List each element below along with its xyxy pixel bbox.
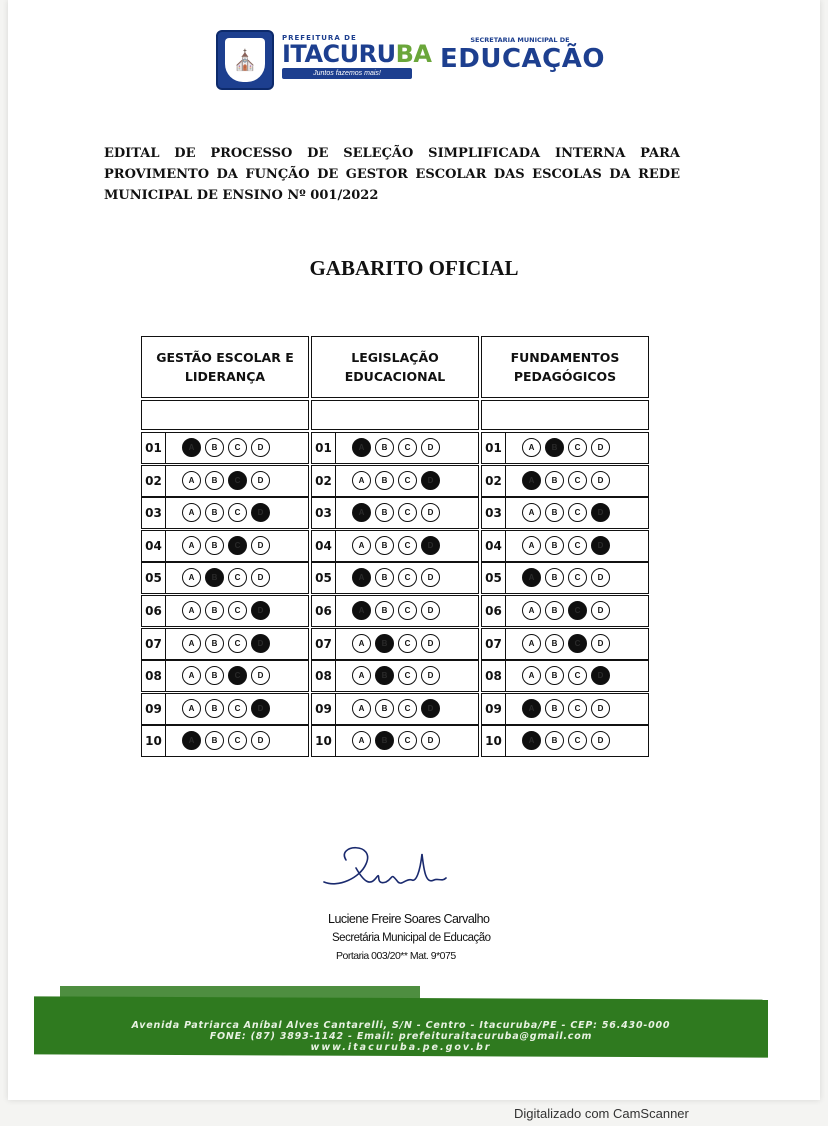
question-number: 06 [142,596,166,626]
bubble-empty: A [352,731,371,750]
blank-row [481,400,649,430]
bubble-empty: B [205,666,224,685]
bubble-filled: D [421,699,440,718]
bubble-filled: B [205,568,224,587]
bubble-empty: C [398,568,417,587]
scanner-watermark: Digitalizado com CamScanner [514,1106,689,1121]
answer-bubbles [352,438,440,460]
bubble-empty: B [545,666,564,685]
bubble-empty: B [545,568,564,587]
bubble-filled: D [591,666,610,685]
bubble-filled: A [522,568,541,587]
bubble-empty: D [251,471,270,490]
bubble-filled: A [522,471,541,490]
answer-bubbles [352,666,440,688]
bubble-filled: D [251,503,270,522]
bubble-empty: D [421,503,440,522]
question-number: 06 [482,596,506,626]
bubble-filled: D [251,634,270,653]
bubble-empty: A [352,666,371,685]
bubble-empty: D [251,536,270,555]
bubble-empty: A [522,503,541,522]
answer-row [311,530,479,562]
question-number: 05 [312,563,336,593]
bubble-empty: B [205,503,224,522]
bubble-empty: B [375,601,394,620]
section-header: LEGISLAÇÃO EDUCACIONAL [311,336,479,398]
section-header: GESTÃO ESCOLAR E LIDERANÇA [141,336,309,398]
footer-website: www.itacuruba.pe.gov.br [310,1042,492,1053]
bubble-empty: A [182,634,201,653]
answer-bubbles [352,536,440,558]
answer-bubbles [182,601,270,623]
bubble-empty: B [205,634,224,653]
answer-row [481,432,649,464]
question-number: 04 [312,531,336,561]
bubble-empty: B [205,438,224,457]
question-number: 01 [142,433,166,463]
bubble-filled: A [182,731,201,750]
bubble-empty: C [398,471,417,490]
section-column [481,336,651,760]
answer-row [141,725,309,757]
answer-row [311,725,479,757]
city-name-part2: BA [395,40,432,68]
question-number: 09 [482,694,506,724]
bubble-empty: B [545,634,564,653]
question-number: 03 [312,498,336,528]
answer-row [311,432,479,464]
bubble-filled: A [352,438,371,457]
bubble-empty: C [228,568,247,587]
bubble-empty: D [251,438,270,457]
answer-bubbles [352,601,440,623]
answer-row [141,562,309,594]
answer-bubbles [522,634,610,656]
bubble-empty: A [522,666,541,685]
question-number: 10 [482,726,506,756]
answer-bubbles [182,568,270,590]
answer-row [481,628,649,660]
bubble-empty: B [375,503,394,522]
bubble-filled: C [568,634,587,653]
answer-bubbles [352,634,440,656]
answer-row [141,530,309,562]
question-number: 10 [312,726,336,756]
answer-row [141,693,309,725]
bubble-empty: C [228,438,247,457]
bubble-empty: D [591,601,610,620]
answer-row [311,562,479,594]
bubble-empty: C [228,634,247,653]
bubble-filled: B [375,666,394,685]
bubble-empty: C [398,536,417,555]
bubble-empty: C [398,438,417,457]
answer-row [311,660,479,692]
answer-row [141,660,309,692]
bubble-empty: A [522,536,541,555]
bubble-empty: B [545,699,564,718]
bubble-empty: A [522,634,541,653]
bubble-filled: D [251,699,270,718]
bubble-empty: A [182,666,201,685]
answer-bubbles [522,699,610,721]
answer-bubbles [352,731,440,753]
answer-bubbles [182,536,270,558]
bubble-filled: B [375,731,394,750]
answer-row [481,660,649,692]
secretaria-label: SECRETARIA MUNICIPAL DE [470,36,570,44]
bubble-empty: C [228,699,247,718]
question-number: 10 [142,726,166,756]
question-number: 02 [142,466,166,496]
bubble-filled: C [568,601,587,620]
answer-bubbles [182,438,270,460]
bubble-empty: B [375,568,394,587]
bubble-empty: A [182,503,201,522]
bubble-empty: B [545,503,564,522]
signatory-portaria: Portaria 003/20** Mat. 9*075 [336,950,456,962]
answer-bubbles [522,503,610,525]
question-number: 07 [482,629,506,659]
city-name [282,40,432,68]
answer-bubbles [522,666,610,688]
bubble-empty: A [522,438,541,457]
bubble-empty: D [251,666,270,685]
bubble-empty: D [591,634,610,653]
bubble-empty: B [205,471,224,490]
secretaria-logo [440,36,605,86]
bubble-empty: A [352,634,371,653]
answer-bubbles [522,471,610,493]
bubble-empty: B [375,471,394,490]
bubble-empty: D [591,699,610,718]
bubble-empty: B [545,471,564,490]
question-number: 07 [142,629,166,659]
bubble-filled: A [182,438,201,457]
bubble-empty: D [591,438,610,457]
bubble-empty: C [568,471,587,490]
signatory-name: Luciene Freire Soares Carvalho [328,912,490,926]
question-number: 08 [482,661,506,691]
bubble-empty: B [205,699,224,718]
question-number: 04 [482,531,506,561]
question-number: 05 [482,563,506,593]
section-column [311,336,481,760]
bubble-filled: C [228,471,247,490]
bubble-empty: C [568,503,587,522]
bubble-empty: C [228,503,247,522]
answer-bubbles [182,666,270,688]
answer-bubbles [352,699,440,721]
answer-row [141,432,309,464]
bubble-empty: D [421,568,440,587]
bubble-empty: B [205,731,224,750]
bubble-empty: A [182,699,201,718]
answer-bubbles [182,731,270,753]
bubble-empty: C [398,731,417,750]
bubble-filled: A [352,568,371,587]
bubble-filled: D [591,503,610,522]
bubble-empty: A [182,601,201,620]
answer-bubbles [352,568,440,590]
bubble-empty: C [568,731,587,750]
bubble-empty: A [352,536,371,555]
answer-bubbles [522,568,610,590]
bubble-empty: C [398,634,417,653]
bubble-empty: D [591,568,610,587]
answer-key-table [141,336,651,760]
bubble-empty: B [375,699,394,718]
answer-row [311,595,479,627]
bubble-empty: B [545,536,564,555]
question-number: 01 [482,433,506,463]
bubble-empty: C [568,666,587,685]
bubble-empty: B [375,536,394,555]
answer-row [481,693,649,725]
answer-bubbles [182,634,270,656]
city-name-part1: ITACURU [282,40,396,68]
bubble-empty: C [228,601,247,620]
bubble-empty: C [398,503,417,522]
answer-bubbles [352,471,440,493]
bubble-filled: A [522,731,541,750]
bubble-filled: A [352,503,371,522]
bubble-empty: A [352,699,371,718]
question-number: 09 [142,694,166,724]
footer-address: Avenida Patriarca Aníbal Alves Cantarelli, S/N - Centro - Itacuruba/PE - CEP: 56.430-000 [131,1020,671,1031]
bubble-filled: C [228,666,247,685]
bubble-empty: B [545,731,564,750]
answer-row [311,465,479,497]
prefeitura-label: PREFEITURA DE [282,34,357,42]
bubble-empty: A [352,471,371,490]
signature-icon [316,842,456,904]
answer-row [311,497,479,529]
bubble-empty: D [421,438,440,457]
question-number: 02 [482,466,506,496]
question-number: 09 [312,694,336,724]
bubble-filled: A [352,601,371,620]
answer-row [481,497,649,529]
bubble-filled: A [522,699,541,718]
bubble-empty: B [375,438,394,457]
footer-contact: FONE: (87) 3893-1142 - Email: prefeituraitacuruba@gmail.com [209,1031,593,1042]
header-logos [216,28,616,92]
signatory-role: Secretária Municipal de Educação [332,932,491,944]
bubble-empty: A [522,601,541,620]
question-number: 03 [142,498,166,528]
question-number: 03 [482,498,506,528]
question-number: 01 [312,433,336,463]
bubble-empty: C [398,666,417,685]
question-number: 05 [142,563,166,593]
answer-bubbles [522,438,610,460]
bubble-empty: A [182,568,201,587]
city-logo [282,34,432,90]
blank-row [311,400,479,430]
answer-bubbles [182,503,270,525]
answer-row [481,725,649,757]
bubble-empty: C [398,601,417,620]
bubble-empty: C [568,568,587,587]
bubble-empty: D [251,731,270,750]
section-header: FUNDAMENTOS PEDAGÓGICOS [481,336,649,398]
bubble-filled: B [375,634,394,653]
edital-heading: EDITAL DE PROCESSO DE SELEÇÃO SIMPLIFICADA INTERNA PARA PROVIMENTO DA FUNÇÃO DE GESTOR ESCOLAR DAS ESCOLAS DA REDE MUNICIPAL DE ENSINO Nº 001/2022 [104,146,680,203]
bubble-empty: D [421,634,440,653]
question-number: 07 [312,629,336,659]
bubble-empty: D [591,471,610,490]
bubble-filled: D [421,471,440,490]
answer-row [481,595,649,627]
blank-row [141,400,309,430]
answer-bubbles [352,503,440,525]
question-number: 08 [142,661,166,691]
page-title: GABARITO OFICIAL [309,256,519,280]
bubble-empty: D [591,731,610,750]
bubble-filled: C [228,536,247,555]
answer-row [141,595,309,627]
bubble-empty: B [545,601,564,620]
question-number: 08 [312,661,336,691]
bubble-empty: D [421,731,440,750]
question-number: 04 [142,531,166,561]
answer-bubbles [522,601,610,623]
bubble-empty: D [251,568,270,587]
answer-row [311,628,479,660]
question-number: 06 [312,596,336,626]
bubble-filled: D [591,536,610,555]
bubble-empty: B [205,536,224,555]
answer-bubbles [182,699,270,721]
bubble-empty: D [421,601,440,620]
bubble-filled: D [251,601,270,620]
answer-row [481,530,649,562]
answer-row [141,497,309,529]
crest-icon: ⛪ [216,30,274,90]
answer-row [141,628,309,660]
bubble-empty: D [421,666,440,685]
section-column [141,336,311,760]
answer-row [141,465,309,497]
bubble-empty: C [568,536,587,555]
bubble-empty: C [568,699,587,718]
answer-bubbles [182,471,270,493]
answer-row [481,562,649,594]
bubble-filled: D [421,536,440,555]
bubble-empty: A [182,471,201,490]
bubble-filled: B [545,438,564,457]
bubble-empty: C [568,438,587,457]
city-slogan: Juntos fazemos mais! [282,68,412,79]
answer-bubbles [522,731,610,753]
answer-row [311,693,479,725]
bubble-empty: A [182,536,201,555]
answer-row [481,465,649,497]
answer-bubbles [522,536,610,558]
secretaria-name: EDUCAÇÃO [440,44,605,74]
bubble-empty: B [205,601,224,620]
bubble-empty: C [228,731,247,750]
question-number: 02 [312,466,336,496]
bubble-empty: C [398,699,417,718]
